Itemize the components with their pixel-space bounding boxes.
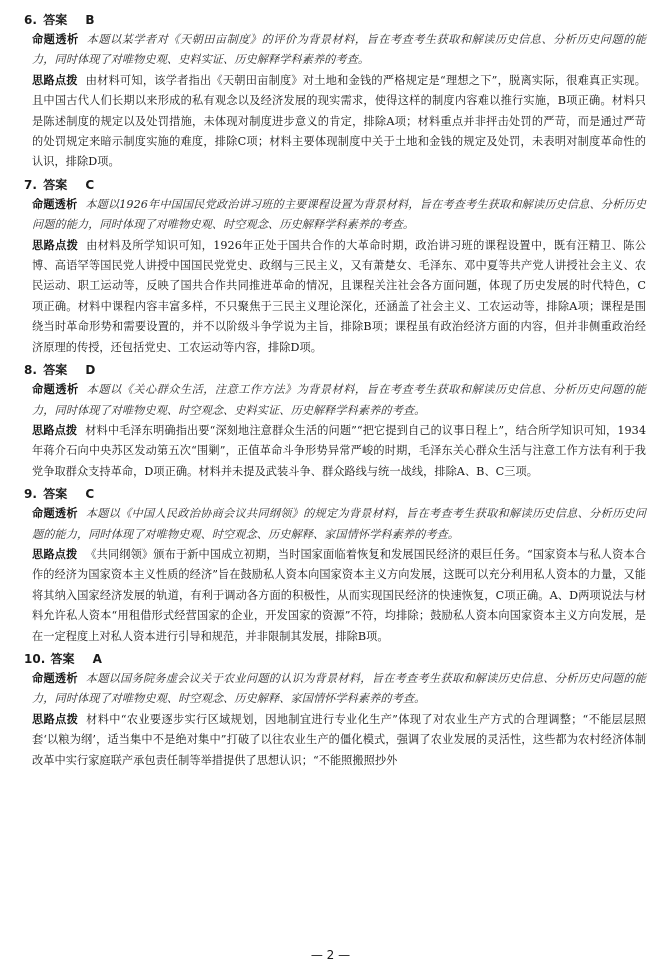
answer-choice: D xyxy=(85,363,96,378)
answer-label: 答案 xyxy=(43,363,68,378)
answer-choice: C xyxy=(85,177,95,192)
answer-choice: C xyxy=(85,487,95,502)
intent-label: 命题透析 xyxy=(32,383,79,397)
intent-paragraph xyxy=(32,380,646,421)
question-block xyxy=(24,484,646,647)
analysis-text: 由材料可知，该学者指出《天朝田亩制度》对土地和金钱的严格规定是“理想之下”，脱离实际，很难真正实现。且中国古代人们长期以来形成的私有观念以及经济发展的现实需求，使得这样的制度内容难以推行实施，B项正确。材料只是陈述制度的规定以及处罚措施，未体现对制度进步意义的肯定，排除A项；材料重点并非抨击处罚的严苛，而是通过严苛的处罚规定来暗示制度实施的难度，排除C项；材料主要体现制度中关于土地和金钱的规定及处罚，未表明对制度革命性的认识，排除D项。 xyxy=(32,73,646,169)
analysis-text: 《共同纲领》颁布于新中国成立初期，当时国家面临着恢复和发展国民经济的艰巨任务。“国家资本与私人资本合作的经济为国家资本主义性质的经济”旨在鼓励私人资本向国家资本主义方向发展，这既可以充分利用私人资本的力量，又能将其纳入国家经济发展的轨道，有利于调动各方面的积极性，从而实现国民经济的快速恢复，C项正确。A、D两项说法与材料允许私人资本“用租借形式经营国家的企业，开发国家的资源”不符，均排除；鼓励私人资本向国家资本主义方向发展，是在一定程度上对私人资本进行引导和规范，并非限制其发展，排除B项。 xyxy=(32,547,646,643)
analysis-label: 思路点拨 xyxy=(32,423,78,437)
page-number: — 2 — xyxy=(310,948,351,962)
question-number: 7. xyxy=(24,177,37,192)
analysis-label: 思路点拨 xyxy=(32,73,78,87)
analysis-paragraph xyxy=(32,421,646,482)
intent-text: 本题以某学者对《天朝田亩制度》的评价为背景材料，旨在考查考生获取和解读历史信息、分析历史问题的能力，同时体现了对唯物史观、史料实证、历史解释学科素养的考查。 xyxy=(32,33,647,67)
analysis-paragraph xyxy=(32,71,646,173)
answer-label: 答案 xyxy=(43,487,68,502)
question-block xyxy=(24,360,646,482)
analysis-label: 思路点拨 xyxy=(32,238,79,252)
question-block xyxy=(24,649,646,771)
question-number: 10. xyxy=(24,651,46,666)
question-number: 8. xyxy=(24,363,37,378)
intent-label: 命题透析 xyxy=(32,671,78,685)
intent-paragraph xyxy=(32,30,646,71)
intent-text: 本题以国务院务虚会议关于农业问题的认识为背景材料，旨在考查考生获取和解读历史信息、分析历史问题的能力，同时体现了对唯物史观、时空观念、历史解释、家国情怀学科素养的考查。 xyxy=(32,671,647,706)
question-number: 9. xyxy=(24,487,37,502)
answer-label: 答案 xyxy=(43,13,68,27)
answer-line xyxy=(24,10,646,30)
analysis-paragraph xyxy=(32,236,646,358)
analysis-label: 思路点拨 xyxy=(32,547,78,561)
analysis-paragraph xyxy=(32,710,646,771)
question-block xyxy=(24,10,646,173)
intent-label: 命题透析 xyxy=(32,33,79,46)
intent-label: 命题透析 xyxy=(32,197,78,211)
intent-label: 命题透析 xyxy=(32,507,78,521)
answer-label: 答案 xyxy=(43,177,68,192)
answer-sheet xyxy=(24,8,646,771)
question-block xyxy=(24,175,646,358)
answer-line xyxy=(24,484,646,504)
intent-text: 本题以《中国人民政治协商会议共同纲领》的规定为背景材料，旨在考查考生获取和解读历史信息、分析历史问题的能力，同时体现了对唯物史观、时空观念、历史解释、家国情怀学科素养的考查。 xyxy=(32,507,647,541)
intent-paragraph xyxy=(32,504,646,545)
answer-label: 答案 xyxy=(50,651,75,666)
intent-text: 本题以1926年中国国民党政治讲习班的主要课程设置为背景材料，旨在考查考生获取和解读历史信息、分析历史问题的能力，同时体现了对唯物史观、时空观念、历史解释学科素养的考查。 xyxy=(32,197,646,232)
analysis-paragraph xyxy=(32,545,646,647)
analysis-text: 材料中毛泽东明确指出要“深刻地注意群众生活的问题”“把它提到自己的议事日程上”，结合所学知识可知，1934年蒋介石向中央苏区发动第五次“围剿”，正值革命斗争形势异常严峻的时期，毛泽东关心群众生活与注意工作方法有利于我党争取群众支持革命，D项正确。材料并未提及武装斗争、群众路线与统一战线，排除A、B、C三项。 xyxy=(32,423,646,478)
analysis-text: 由材料及所学知识可知，1926年正处于国共合作的大革命时期，政治讲习班的课程设置中，既有汪精卫、陈公博、高语罕等国民党人讲授中国国民党党史、政纲与三民主义，又有萧楚女、毛泽东、邓中夏等共产党人讲授社会主义、农民运动、职工运动等，反映了国共合作共同推进革命的情况，且课程关注社会各方面问题，体现了历史发展的时代特色，C项正确。材料中课程内容丰富多样，不只聚焦于三民主义理论深化，还涵盖了社会主义、工农运动等，排除A项；课程是围绕当时革命形势和需要设置的，并不以阶级斗争学说为主旨，排除B项；课程虽有政治经济方面的内容，但并非侧重政治经济原理的传授，还包括党史、工农运动等内容，排除D项。 xyxy=(32,238,646,354)
analysis-text: 材料中“农业要逐步实行区域规划，因地制宜进行专业化生产”体现了对农业生产方式的合理调整；“不能层层照套‘以粮为纲’，适当集中不是绝对集中”打破了以往农业生产的僵化模式，强调了农业发展的灵活性，这些都为农村经济体制改革中实行家庭联产承包责任制等举措提供了思想认识；“不能照搬照抄外 xyxy=(32,712,646,767)
answer-line xyxy=(24,649,646,669)
answer-choice: A xyxy=(92,651,102,666)
question-number: 6. xyxy=(24,13,37,27)
answer-choice: B xyxy=(85,13,95,27)
intent-text: 本题以《关心群众生活，注意工作方法》为背景材料，旨在考查考生获取和解读历史信息、分析历史问题的能力，同时体现了对唯物史观、时空观念、史料实证、历史解释学科素养的考查。 xyxy=(32,383,647,417)
analysis-label: 思路点拨 xyxy=(32,712,79,726)
intent-paragraph xyxy=(32,195,646,236)
answer-line xyxy=(24,175,646,195)
intent-paragraph xyxy=(32,669,646,710)
answer-line xyxy=(24,360,646,380)
